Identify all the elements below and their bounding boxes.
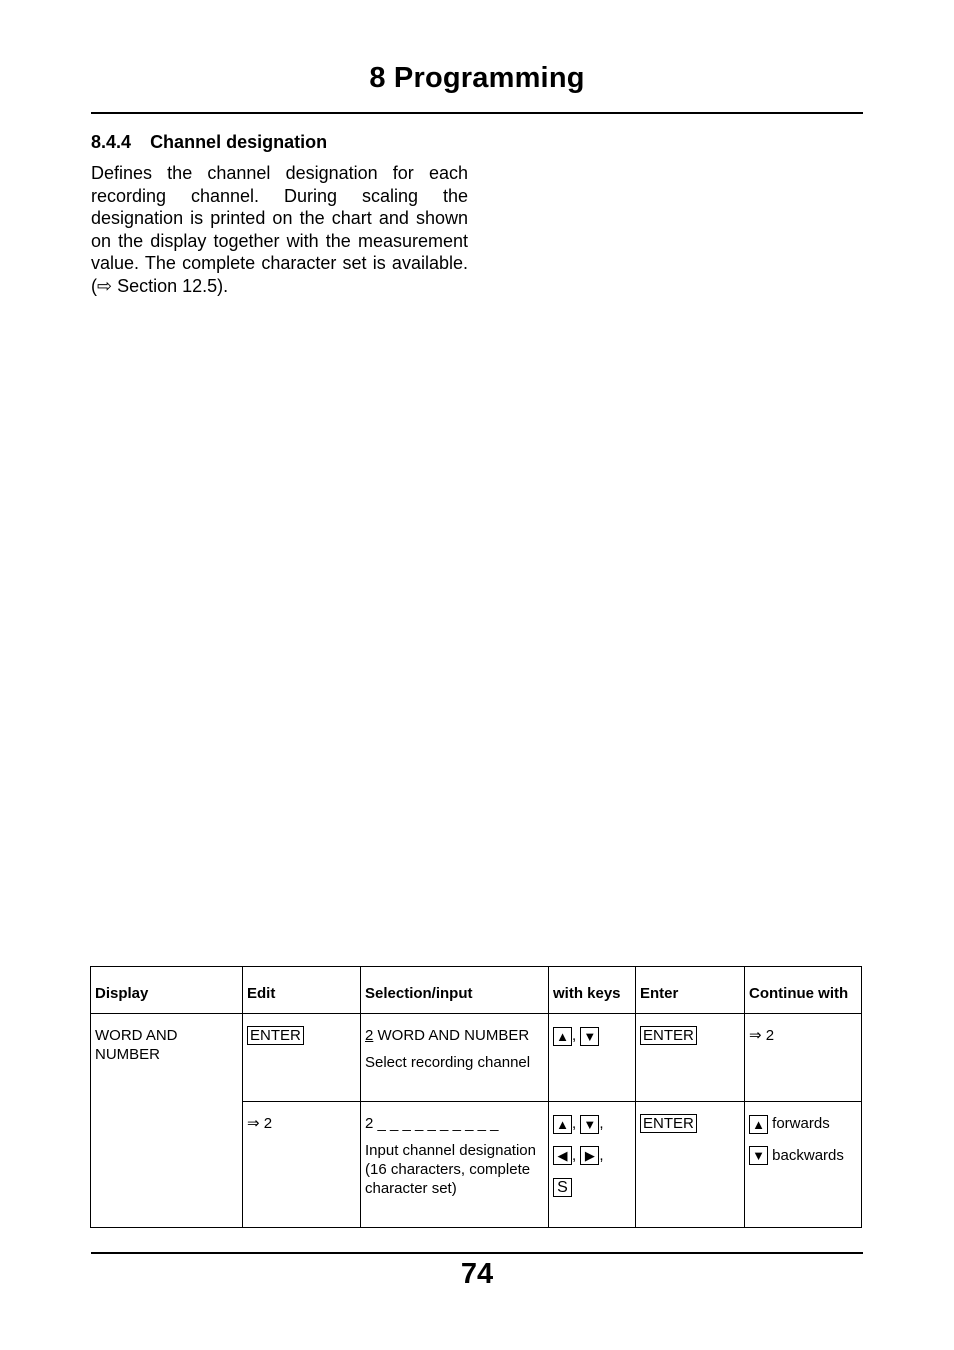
enter-cell [636,1102,745,1228]
continue-value: ⇒ 2 [749,1027,775,1044]
enter-key-box: ENTER [247,1026,304,1045]
keys-cell: ▲ , ▼ [549,1014,636,1102]
continue-forwards: forwards [772,1115,830,1132]
continue-cell [745,1014,862,1102]
edit-cell [243,1102,361,1228]
section-heading [91,132,327,153]
section-number: 8.4.4 [91,132,132,152]
selection-description-detail: (16 characters, complete character set) [365,1161,531,1197]
enter-key-box: ENTER [640,1114,697,1133]
continue-backwards: backwards [772,1146,844,1164]
header-edit: Edit [243,967,361,1014]
header-display: Display [91,967,243,1014]
enter-key-box: ENTER [640,1026,697,1045]
enter-cell [636,1014,745,1102]
down-arrow-key-icon: ▼ [580,1115,599,1134]
continue-cell [745,1102,862,1228]
section-title: Channel designation [150,132,328,152]
selection-cell [361,1102,549,1228]
display-label: WORD AND NUMBER [95,1027,178,1063]
header-rule [91,112,863,114]
up-arrow-key-icon: ▲ [553,1027,572,1046]
edit-cell [243,1014,361,1102]
left-arrow-key-icon: ◀ [553,1146,572,1165]
display-cell [91,1014,243,1228]
keys-cell: ▲ , ▼ , ◀ , ▶ , S [549,1102,636,1228]
selection-value: 2 _ _ _ _ _ _ _ _ _ _ [365,1115,499,1132]
header-enter: Enter [636,967,745,1014]
header-continue: Continue with [745,967,862,1014]
edit-value: ⇒ 2 [247,1115,273,1132]
table-header-row [91,967,862,1014]
selection-step: 2 [365,1027,374,1044]
programming-table [90,966,862,1228]
s-key-icon: S [553,1178,572,1197]
selection-description: Input channel designation [365,1142,536,1159]
selection-description: Select recording channel [365,1054,531,1071]
right-arrow-key-icon: ▶ [580,1146,599,1165]
down-arrow-key-icon: ▼ [749,1146,768,1165]
header-selection: Selection/input [361,967,549,1014]
page-number: 74 [460,1258,494,1290]
selection-cell [361,1014,549,1102]
selection-value: 2 WORD AND NUMBER [365,1027,530,1044]
up-arrow-key-icon: ▲ [749,1115,768,1134]
footer-rule [91,1252,863,1254]
header-keys: with keys [549,967,636,1014]
down-arrow-key-icon: ▼ [580,1027,599,1046]
section-body: Defines the channel designation for each recording channel. During scaling the designation is printed on the chart and shown on the display together with the measurement value. The complete character set is available. (⇨ Section 12.5). [91,163,468,296]
up-arrow-key-icon: ▲ [553,1115,572,1134]
table-row [91,1014,862,1102]
chapter-title: 8 Programming [369,62,585,94]
